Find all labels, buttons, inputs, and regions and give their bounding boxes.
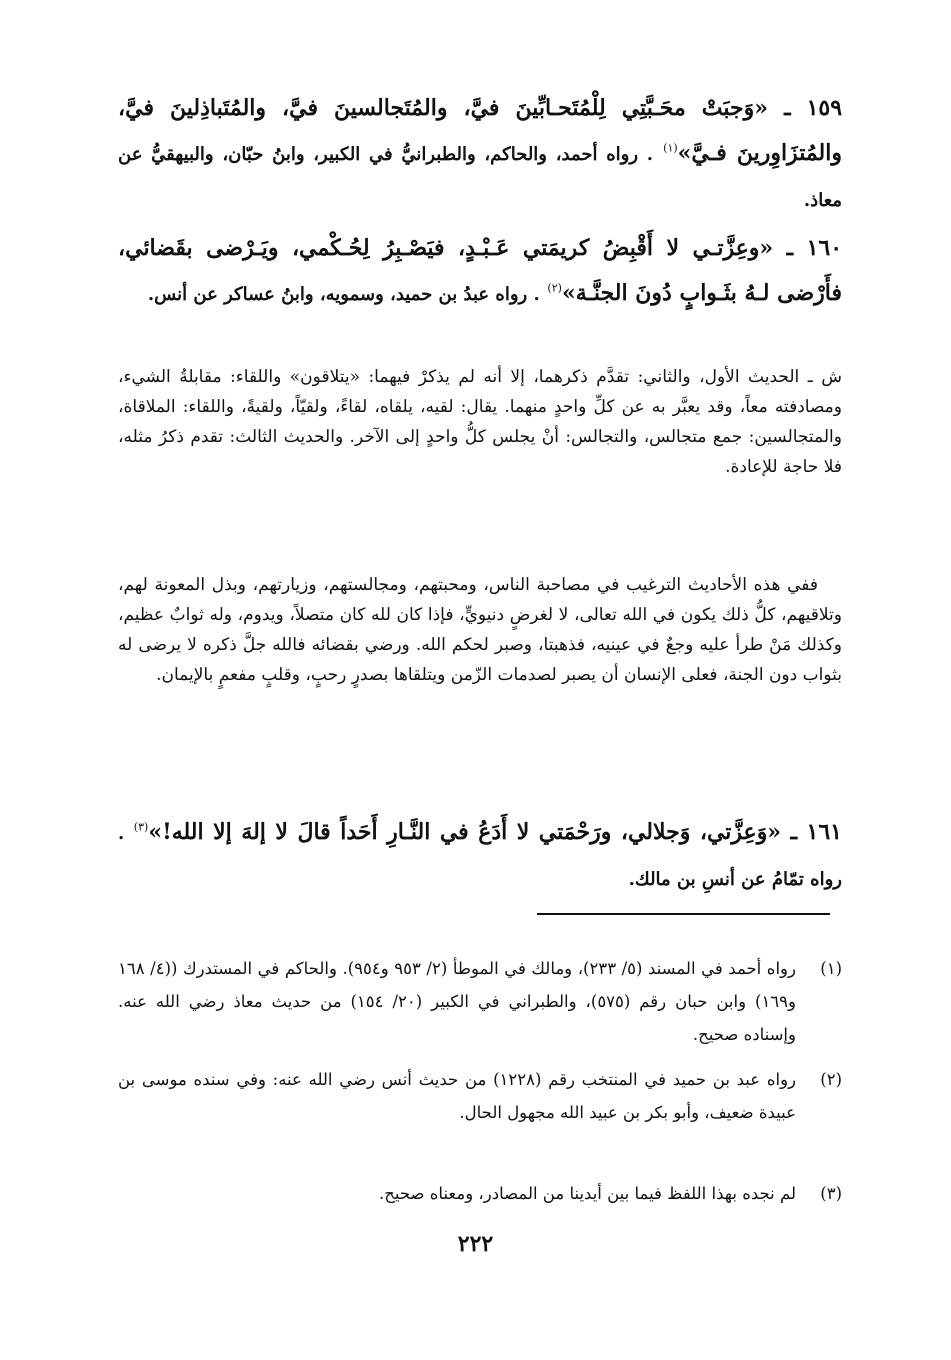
hadith-160: ١٦٠ ـ «وعِزَّتـي لا أَقْبِضُ كريمَتي عَـبْـدٍ، فيَصْـبِرُ لِحُـكْمي، ويَـرْضى بقَضائي، فأَرْضى لـهُ بثَـوابٍ دُونَ الجنَّـة»$^{(٢)}$ . رواه عبدُ بن حميد، وسمويه، وابنُ عساكر عن أنس. <box>118 235 843 306</box>
footnote-ref[interactable]: (٢) <box>547 281 562 295</box>
footnote-text: رواه عبد بن حميد في المنتخب رقم (١٢٢٨) من حديث أنس رضي الله عنه: وفي سنده موسى بن عبيدة ضعيف، وأبو بكر بن عبيد الله مجهول الحال. <box>118 1070 797 1122</box>
hadith-number: ١٦١ <box>806 819 842 845</box>
reflection-paragraph: ففي هذه الأحاديث الترغيب في مصاحبة الناس، ومحبتهم، ومجالستهم، وزيارتهم، وبذل المعونة لهم، وتلاقيهم، كلُّ ذلك يكون في الله تعالى، لا لغرضٍ دنيويٍّ، فإذا كان لله كان متصلاً، ويدوم، وله ثوابٌ عظيم، وكذلك مَنْ طرأ عليه وجعٌ في عينيه، فذهبتا، وصبر لحكم الله. ورضي بقضائه فالله جلَّ ذكره لا يرضى له بثواب دون الجنة، فعلى الإنسان أن يصبر لصدمات الزّمن ويتلقاها بصدرٍ رحبٍ، وقلبٍ مفعمٍ بالإيمان. <box>118 575 842 685</box>
footnote-ref[interactable]: (١) <box>663 141 678 155</box>
hadith-source: . رواه عبدُ بن حميد، وسمويه، وابنُ عساكر عن أنس. <box>147 284 540 305</box>
footnote-3 <box>118 1177 842 1210</box>
footnote-ref[interactable]: (٣) <box>133 820 149 834</box>
footnote-number: (٢) <box>820 1070 842 1089</box>
footnote-divider <box>537 913 830 915</box>
hadith-number: ١٦٠ <box>806 235 843 261</box>
footnote-text: رواه أحمد في المسند (٥/ ٢٣٣)، ومالك في الموطأ (٢/ ٩٥٣ و٩٥٤). والحاكم في المستدرك ((٤/ ١٦٨ و١٦٩) وابن حبان رقم (٥٧٥)، والطبراني في الكبير (٢٠/ ١٥٤) من حديث معاذ رضي الله عنه. وإسناده صحيح. <box>118 959 796 1044</box>
hadith-source: . رواه تمّامُ عن أنسِ بن مالك. <box>118 823 842 890</box>
footnote-number: (١) <box>820 959 842 978</box>
hadith-159: ١٥٩ ـ «وَجبَتْ محَـبَّتِي لِلْمُتَحـابِّينَ فيَّ، والمُتَجالسينَ فيَّ، والمُتَباذِلينَ فيَّ، والمُتزَاوِرينَ فـيَّ»$^{(١)}$ . رواه أحمد، والحاكم، والطبرانيُّ في الكبير، وابنُ حبّان، والبيهقيُّ عن معاذ. <box>118 95 843 211</box>
footnote-number: (٣) <box>820 1184 842 1203</box>
hadith-text: «وَعِزَّتي، وَجلالي، ورَحْمَتي لا أَدَعُ في النَّـارِ أَحَداً قالَ لا إلهَ إلا الله!» <box>148 819 782 845</box>
hadith-text: «وَجبَتْ محَـبَّتِي لِلْمُتَحـابِّينَ فيَّ، والمُتَجالسينَ فيَّ، والمُتَباذِلينَ فيَّ، والمُتزَاوِرينَ فـيَّ» <box>118 95 842 166</box>
hadith-text: «وعِزَّتـي لا أَقْبِضُ كريمَتي عَـبْـدٍ، فيَصْـبِرُ لِحُـكْمي، ويَـرْضى بقَضائي، فأَرْضى لـهُ بثَـوابٍ دُونَ الجنَّـة» <box>118 235 842 306</box>
commentary-paragraph: ش ـ الحديث الأول، والثاني: تقدَّم ذكرهما، إلا أنه لم يذكرْ فيهما: «يتلاقون» واللقاء: مقابلةُ الشيء، ومصادفته معاً، وقد يعبَّر به عن كلِّ واحدٍ منهما. يقال: لقيه، يلقاه، لقاءً، ولقيّاً، ولقيةً، واللقاء: الملاقاة، والمتجالسين: جمع متجالس، والتجالس: أنْ يجلس كلُّ واحدٍ إلى الآخر. والحديث الثالث: تقدم ذكرُ مثله، فلا حاجة للإعادة. <box>118 367 842 477</box>
footnote-text: لم نجده بهذا اللفظ فيما بين أيدينا من المصادر، ومعناه صحيح. <box>378 1184 796 1203</box>
footnote-2 <box>118 1063 842 1129</box>
footnote-1 <box>118 952 842 1051</box>
hadith-source: . رواه أحمد، والحاكم، والطبرانيُّ في الكبير، وابنُ حبّان، والبيهقيُّ عن معاذ. <box>118 144 842 211</box>
hadith-161: ١٦١ ـ «وَعِزَّتي، وَجلالي، ورَحْمَتي لا أَدَعُ في النَّـارِ أَحَداً قالَ لا إلهَ إلا الله!»$^{(٣)}$ . رواه تمّامُ عن أنسِ بن مالك. <box>118 819 842 890</box>
hadith-number: ١٥٩ <box>806 95 843 121</box>
page-number: ٢٢٢ <box>457 1231 494 1257</box>
